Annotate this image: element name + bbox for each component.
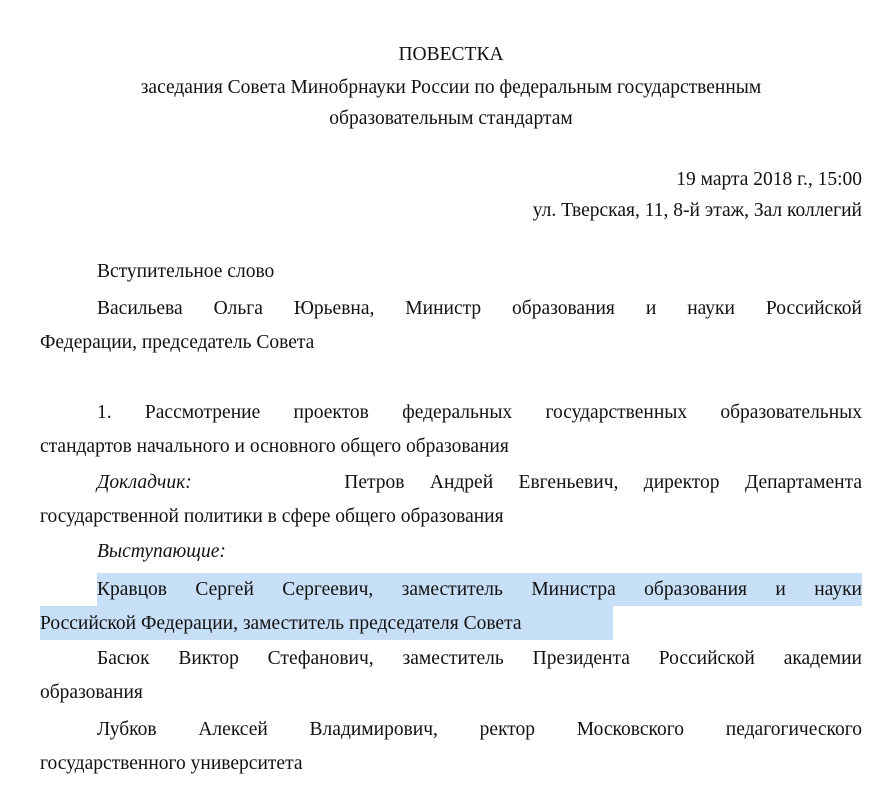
agenda-item-1-title-line-2: стандартов начального и основного общего образования	[40, 436, 509, 457]
reporter-text: Петров Андрей Евгеньевич, директор Департамента	[344, 472, 863, 493]
reporter-label: Докладчик:	[97, 472, 192, 493]
speaker-3-line-2: государственного университета	[40, 753, 303, 774]
meeting-datetime: 19 марта 2018 г., 15:00	[676, 169, 862, 190]
meeting-location: ул. Тверская, 11, 8-й этаж, Зал коллегий	[532, 200, 862, 221]
doc-subtitle-line-2: образовательным стандартам	[329, 108, 573, 129]
intro-speaker-line-2: Федерации, председатель Совета	[40, 332, 315, 353]
speaker-2-line-2: образования	[40, 682, 143, 703]
reporter-line-2: государственной политики в сфере общего образования	[40, 506, 504, 527]
speaker-1-line-2[interactable]: Российской Федерации, заместитель председателя Совета	[40, 613, 522, 634]
reporter-line-1	[97, 465, 862, 500]
speaker-2-line-1: Басюк Виктор Стефанович, заместитель Президента Российской академии	[97, 648, 862, 669]
intro-heading: Вступительное слово	[97, 261, 275, 282]
agenda-item-1-title-line-1: 1. Рассмотрение проектов федеральных государственных образовательных	[97, 402, 862, 423]
speaker-1-line-1[interactable]: Кравцов Сергей Сергеевич, заместитель Министра образования и науки	[97, 579, 862, 600]
doc-subtitle-line-1: заседания Совета Минобрнауки России по федеральным государственным	[140, 77, 762, 98]
speakers-label: Выступающие:	[97, 541, 226, 562]
doc-title: ПОВЕСТКА	[398, 44, 504, 65]
intro-speaker-line-1: Васильева Ольга Юрьевна, Министр образования и науки Российской	[97, 298, 862, 319]
speaker-3-line-1: Лубков Алексей Владимирович, ректор Московского педагогического	[97, 719, 862, 740]
